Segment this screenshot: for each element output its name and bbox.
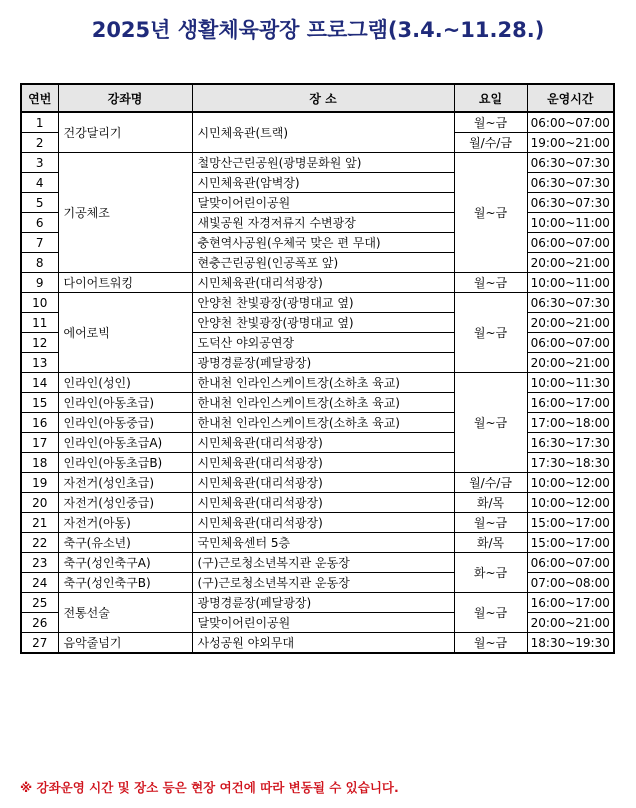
- footnote: ※ 강좌운영 시간 및 장소 등은 현장 여건에 따라 변동될 수 있습니다.: [20, 780, 399, 795]
- header-row: [21, 84, 614, 112]
- table-row: [21, 633, 614, 654]
- place-name: 국민체육센터 5층: [192, 533, 454, 553]
- course-name: 인라인(아동중급): [58, 413, 192, 433]
- day-cell: 월~금: [454, 112, 527, 133]
- place-name: 충현역사공원(우체국 맞은 편 무대): [192, 233, 454, 253]
- place-name: (구)근로청소년복지관 운동장: [192, 553, 454, 573]
- header-no: 연번: [21, 84, 58, 112]
- time-cell: 10:00~11:00: [527, 213, 614, 233]
- header-day: 요일: [454, 84, 527, 112]
- row-no: 14: [21, 373, 58, 393]
- table-row: [21, 273, 614, 293]
- course-name: 축구(성인축구B): [58, 573, 192, 593]
- day-cell: 월~금: [454, 633, 527, 654]
- place-name: 광명경륜장(페달광장): [192, 353, 454, 373]
- schedule-table: [20, 83, 615, 654]
- row-no: 23: [21, 553, 58, 573]
- place-name: 한내천 인라인스케이트장(소하초 육교): [192, 393, 454, 413]
- place-name: 시민체육관(대리석광장): [192, 473, 454, 493]
- course-name: 전통선술: [58, 593, 192, 633]
- place-name: 안양천 찬빛광장(광명대교 옆): [192, 293, 454, 313]
- place-name: 한내천 인라인스케이트장(소하초 육교): [192, 413, 454, 433]
- time-cell: 20:00~21:00: [527, 253, 614, 273]
- table-row: [21, 373, 614, 393]
- header-place: 장 소: [192, 84, 454, 112]
- row-no: 24: [21, 573, 58, 593]
- place-name: 현충근린공원(인공폭포 앞): [192, 253, 454, 273]
- place-name: 시민체육관(대리석광장): [192, 453, 454, 473]
- time-cell: 15:00~17:00: [527, 513, 614, 533]
- course-name: 축구(성인축구A): [58, 553, 192, 573]
- course-name: 인라인(아동초급): [58, 393, 192, 413]
- row-no: 19: [21, 473, 58, 493]
- place-name: 시민체육관(대리석광장): [192, 433, 454, 453]
- time-cell: 17:00~18:00: [527, 413, 614, 433]
- table-row: [21, 112, 614, 133]
- day-cell: 화~금: [454, 553, 527, 593]
- time-cell: 16:30~17:30: [527, 433, 614, 453]
- table-row: [21, 293, 614, 313]
- place-name: 철망산근린공원(광명문화원 앞): [192, 153, 454, 173]
- time-cell: 06:30~07:30: [527, 293, 614, 313]
- time-cell: 17:30~18:30: [527, 453, 614, 473]
- day-cell: 월~금: [454, 273, 527, 293]
- row-no: 26: [21, 613, 58, 633]
- row-no: 1: [21, 112, 58, 133]
- day-cell: 월~금: [454, 153, 527, 273]
- time-cell: 10:00~11:00: [527, 273, 614, 293]
- time-cell: 06:00~07:00: [527, 553, 614, 573]
- table-row: [21, 473, 614, 493]
- row-no: 27: [21, 633, 58, 654]
- row-no: 21: [21, 513, 58, 533]
- place-name: 시민체육관(대리석광장): [192, 513, 454, 533]
- row-no: 18: [21, 453, 58, 473]
- day-cell: 화/목: [454, 493, 527, 513]
- place-name: 사성공원 야외무대: [192, 633, 454, 654]
- course-name: 인라인(아동초급B): [58, 453, 192, 473]
- day-cell: 월/수/금: [454, 133, 527, 153]
- row-no: 20: [21, 493, 58, 513]
- day-cell: 화/목: [454, 533, 527, 553]
- time-cell: 06:30~07:30: [527, 193, 614, 213]
- time-cell: 16:00~17:00: [527, 593, 614, 613]
- time-cell: 06:30~07:30: [527, 153, 614, 173]
- place-name: 한내천 인라인스케이트장(소하초 육교): [192, 373, 454, 393]
- course-name: 자전거(아동): [58, 513, 192, 533]
- time-cell: 06:00~07:00: [527, 333, 614, 353]
- course-name: 건강달리기: [58, 112, 192, 153]
- row-no: 7: [21, 233, 58, 253]
- place-name: (구)근로청소년복지관 운동장: [192, 573, 454, 593]
- time-cell: 20:00~21:00: [527, 613, 614, 633]
- row-no: 11: [21, 313, 58, 333]
- row-no: 25: [21, 593, 58, 613]
- place-name: 시민체육관(대리석광장): [192, 493, 454, 513]
- row-no: 13: [21, 353, 58, 373]
- time-cell: 19:00~21:00: [527, 133, 614, 153]
- place-name: 안양천 찬빛광장(광명대교 옆): [192, 313, 454, 333]
- row-no: 5: [21, 193, 58, 213]
- time-cell: 06:30~07:30: [527, 173, 614, 193]
- course-name: 자전거(성인초급): [58, 473, 192, 493]
- place-name: 달맞이어린이공원: [192, 193, 454, 213]
- course-name: 인라인(아동초급A): [58, 433, 192, 453]
- row-no: 4: [21, 173, 58, 193]
- row-no: 10: [21, 293, 58, 313]
- day-cell: 월~금: [454, 373, 527, 473]
- row-no: 12: [21, 333, 58, 353]
- time-cell: 15:00~17:00: [527, 533, 614, 553]
- time-cell: 20:00~21:00: [527, 353, 614, 373]
- day-cell: 월/수/금: [454, 473, 527, 493]
- table-row: [21, 593, 614, 613]
- time-cell: 10:00~12:00: [527, 473, 614, 493]
- row-no: 16: [21, 413, 58, 433]
- table-row: [21, 153, 614, 173]
- time-cell: 18:30~19:30: [527, 633, 614, 654]
- time-cell: 10:00~11:30: [527, 373, 614, 393]
- header-time: 운영시간: [527, 84, 614, 112]
- place-name: 광명경륜장(페달광장): [192, 593, 454, 613]
- time-cell: 06:00~07:00: [527, 233, 614, 253]
- course-name: 자전거(성인중급): [58, 493, 192, 513]
- time-cell: 16:00~17:00: [527, 393, 614, 413]
- page-title: 2025년 생활체육광장 프로그램(3.4.~11.28.): [91, 18, 545, 42]
- row-no: 22: [21, 533, 58, 553]
- row-no: 15: [21, 393, 58, 413]
- place-name: 도덕산 야외공연장: [192, 333, 454, 353]
- table-row: [21, 533, 614, 553]
- day-cell: 월~금: [454, 513, 527, 533]
- time-cell: 20:00~21:00: [527, 313, 614, 333]
- day-cell: 월~금: [454, 593, 527, 633]
- row-no: 9: [21, 273, 58, 293]
- table-row: [21, 493, 614, 513]
- row-no: 6: [21, 213, 58, 233]
- header-course: 강좌명: [58, 84, 192, 112]
- day-cell: 월~금: [454, 293, 527, 373]
- course-name: 축구(유소년): [58, 533, 192, 553]
- row-no: 8: [21, 253, 58, 273]
- time-cell: 10:00~12:00: [527, 493, 614, 513]
- row-no: 17: [21, 433, 58, 453]
- time-cell: 07:00~08:00: [527, 573, 614, 593]
- place-name: 새빛공원 자경저류지 수변광장: [192, 213, 454, 233]
- course-name: 에어로빅: [58, 293, 192, 373]
- place-name: 시민체육관(대리석광장): [192, 273, 454, 293]
- course-name: 다이어트워킹: [58, 273, 192, 293]
- row-no: 2: [21, 133, 58, 153]
- place-name: 달맞이어린이공원: [192, 613, 454, 633]
- table-row: [21, 553, 614, 573]
- place-name: 시민체육관(암벽장): [192, 173, 454, 193]
- course-name: 음악줄넘기: [58, 633, 192, 654]
- row-no: 3: [21, 153, 58, 173]
- time-cell: 06:00~07:00: [527, 112, 614, 133]
- table-row: [21, 513, 614, 533]
- place-name: 시민체육관(트랙): [192, 112, 454, 153]
- course-name: 기공체조: [58, 153, 192, 273]
- course-name: 인라인(성인): [58, 373, 192, 393]
